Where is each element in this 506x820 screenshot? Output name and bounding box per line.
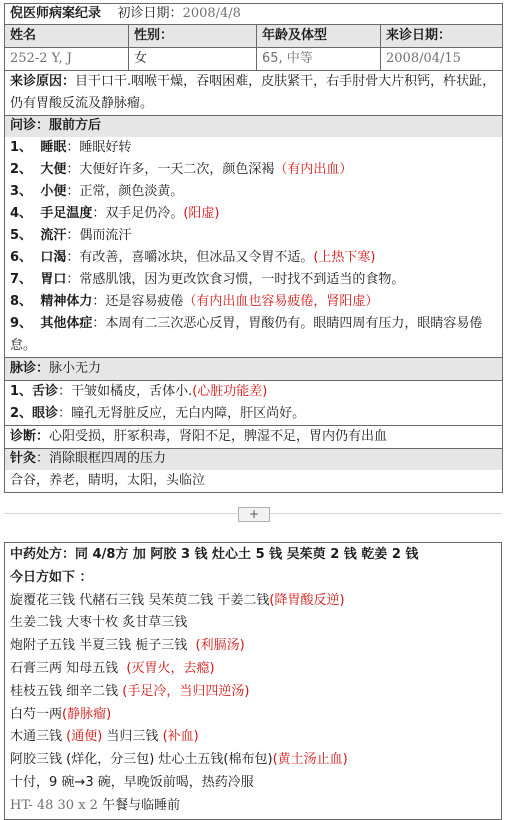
herb-note: (黄土汤止血) xyxy=(272,752,348,768)
inquiry-item: 7、 胃口：常感肌饿，因为更改饮食习惯，一时找不到适当的食物。 xyxy=(10,272,405,287)
herb-line: 生姜二钱 大枣十枚 炙甘草三钱 xyxy=(10,615,188,631)
exam-note: (心脏功能差) xyxy=(192,384,268,399)
inquiry-note: （有内出血） xyxy=(274,162,353,177)
first-visit-date: 2008/4/8 xyxy=(182,6,241,21)
exam-item: 2、眼诊：瞳孔无肾脏反应，无白内障，肝区尚好。 xyxy=(10,406,306,421)
exam-item-label: 舌诊 xyxy=(32,384,59,399)
patient-sex: 女 xyxy=(129,48,257,71)
inquiry-item: 2、 大便：大便好许多，一天二次，颜色深褐（有内出血） xyxy=(10,162,353,177)
exam-item: 1、舌诊：干皱如橘皮，舌体小.(心脏功能差) xyxy=(10,384,268,399)
patient-visit-date: 2008/04/15 xyxy=(381,48,503,71)
prescription-subheading: 今日方如下 ： xyxy=(10,569,93,585)
pulse-text: 脉小无力 xyxy=(49,361,102,376)
prescription-heading-label: 中药处方： xyxy=(10,547,76,562)
inquiry-item: 9、 其他体症：本周有二三次恶心反胃，胃酸仍有。眼睛四周有压力，眼睛容易倦怠。 xyxy=(10,316,483,353)
prescription-heading xyxy=(10,544,496,567)
column-header-row xyxy=(5,25,503,48)
inquiry-item: 6、 口渴：有改善，喜嚼冰块，但冰品又令胃不适。(上热下寒) xyxy=(10,250,376,265)
inquiry-item-label: 睡眠 xyxy=(40,140,67,155)
record-header xyxy=(5,4,503,25)
inquiry-item-label: 胃口 xyxy=(40,272,67,287)
complaint-text: 目干口干.咽喉干燥，吞咽困难，皮肤紧干，右手肘骨大片积钙，杵状趾，仍有胃酸反流及静脉瘤。 xyxy=(10,74,496,111)
herb-line: 旋覆花三钱 代赭石三钱 吴茱萸二钱 干姜二钱(降胃酸反逆) xyxy=(10,592,345,608)
inquiry-item: 4、 手足温度：双手足仍冷。(阳虚) xyxy=(10,206,220,221)
patient-name: 252-2 Y, J xyxy=(5,48,129,71)
prescription-table xyxy=(4,542,502,820)
inquiry-item-label: 小便 xyxy=(40,184,67,199)
col-age-header: 年龄及体型 xyxy=(257,25,381,48)
herb-note: (灭胃火，去瘾) xyxy=(126,660,215,676)
inquiry-item: 1、 睡眠：睡眠好转 xyxy=(10,140,132,155)
prescription-cell xyxy=(5,543,502,820)
inquiry-item-label: 精神体力 xyxy=(40,294,93,309)
arrow-icon: → xyxy=(74,774,86,790)
inquiry-title: 问诊：服前方后 xyxy=(5,115,502,137)
inquiry-item-label: 手足温度 xyxy=(40,206,93,221)
inquiry-cell xyxy=(5,116,503,358)
pulse-label: 脉诊： xyxy=(10,361,50,376)
acupuncture-points: 合谷，养老，睛明，太阳，头临泣 xyxy=(10,473,206,488)
inquiry-item: 8、 精神体力：还是容易疲倦（有内出血也容易疲倦，肾阳虚） xyxy=(10,294,379,309)
acupuncture-label: 针灸 xyxy=(10,451,37,466)
complaint-cell xyxy=(5,71,503,116)
herb-line: 桂枝五钱 细辛二钱 (手足冷，当归四逆汤) xyxy=(10,683,250,699)
ht-line: HT- 48 30 x 2 午餐与临睡前 xyxy=(10,797,181,813)
exam-item-label: 眼诊 xyxy=(32,406,59,421)
inquiry-item: 5、 流汗：偶而流汗 xyxy=(10,228,132,243)
col-name-header: 姓名 xyxy=(5,25,129,48)
inquiry-item-label: 口渴 xyxy=(40,250,67,265)
inquiry-item-label: 其他体症 xyxy=(40,316,93,331)
expand-button[interactable]: + xyxy=(238,507,270,522)
herb-note: (静脉瘤) xyxy=(62,706,112,722)
inquiry-item-label: 流汗 xyxy=(40,228,67,243)
herb-line: 木通三钱 (通便) 当归三钱 (补血) xyxy=(10,729,199,745)
ht-code: HT- 48 30 x 2 xyxy=(10,797,98,813)
inquiry-note: (阳虚) xyxy=(183,206,220,221)
diagnosis-cell xyxy=(5,426,503,449)
dosage-line: 十付，9 碗→3 碗，早晚饭前喝，热药冷服 xyxy=(10,774,254,790)
herb-line: 白芍一两(静脉瘤) xyxy=(10,706,112,722)
herb-note: (通便) xyxy=(66,729,103,745)
acupuncture-cell xyxy=(5,449,503,493)
complaint-label: 来诊原因： xyxy=(10,74,76,89)
patient-age-build: 65, 中等 xyxy=(257,48,381,71)
inquiry-note: （有内出血也容易疲倦，肾阳虚） xyxy=(183,294,379,309)
col-visit-date-header: 来诊日期： xyxy=(381,25,503,48)
pulse-cell xyxy=(5,358,503,381)
herb-note: (降胃酸反逆) xyxy=(269,592,345,608)
inquiry-item: 3、 小便：正常，颜色淡黄。 xyxy=(10,184,184,199)
herb-note: (手足冷，当归四逆汤) xyxy=(122,683,250,699)
herb-line: 炮附子五钱 半夏三钱 栀子三钱 (利膈汤) xyxy=(10,638,245,654)
patient-row xyxy=(5,48,503,71)
record-title: 倪医师病案纪录 xyxy=(10,6,102,21)
first-visit-label: 初诊日期： xyxy=(117,6,183,21)
diagnosis-label: 诊断： xyxy=(10,429,50,444)
exam-cell xyxy=(5,381,503,426)
herb-line: 阿胶三钱 (烊化，分三包) 灶心土五钱(棉布包)(黄土汤止血) xyxy=(10,752,348,768)
herb-note: (利膈汤) xyxy=(195,638,245,654)
acupuncture-text: ：消除眼框四周的压力 xyxy=(36,451,167,466)
inquiry-item-label: 大便 xyxy=(40,162,67,177)
diagnosis-text: 心阳受损，肝冢积毒，肾阳不足，脾湿不足，胃内仍有出血 xyxy=(49,429,388,444)
herb-note: (补血) xyxy=(162,729,199,745)
prescription-heading-text: 同 4/8方 加 阿胶 3 钱 灶心土 5 钱 吴茱萸 2 钱 乾姜 2 钱 xyxy=(75,547,419,562)
case-record-table xyxy=(4,3,503,493)
herb-line: 石膏三两 知母五钱 (灭胃火，去瘾) xyxy=(10,660,215,676)
col-sex-header: 性别： xyxy=(129,25,257,48)
inquiry-note: (上热下寒) xyxy=(313,250,376,265)
